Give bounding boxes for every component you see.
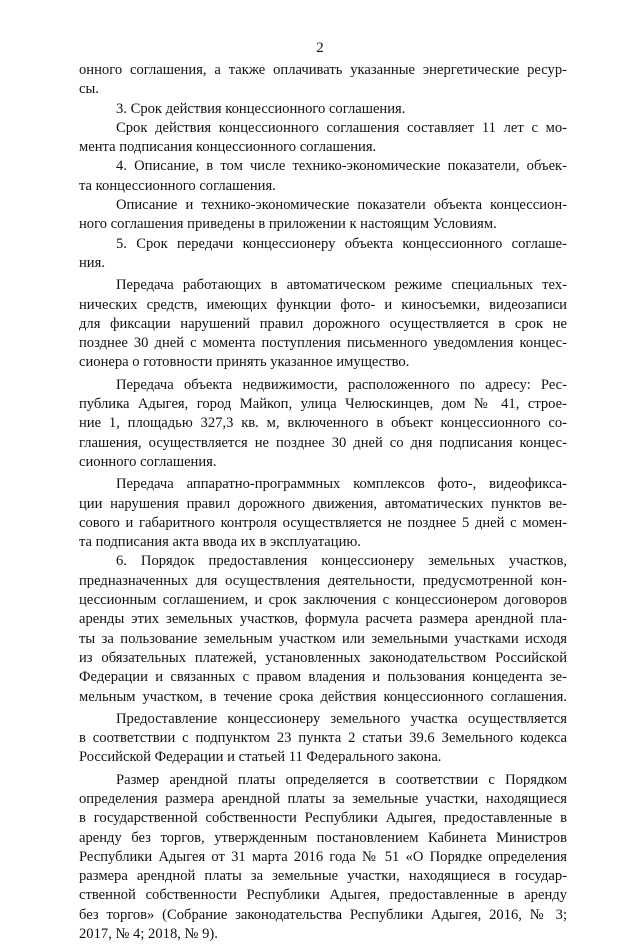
text-line: для фиксации нарушений правил дорожного осуществляется в срок не — [79, 315, 567, 332]
text-line: та подписания акта ввода их в эксплуатацию. — [79, 534, 361, 551]
text-line: аренду без торгов, утвержденным постановлением Кабинета Министров — [79, 829, 567, 846]
text-line: Размер арендной платы определяется в соответствии с Порядком — [116, 771, 567, 788]
text-line: мента подписания концессионного соглашения. — [79, 139, 377, 156]
text-line: мельным участком, в течение срока действия концессионного соглашения. — [79, 688, 567, 705]
text-line: 2017, № 4; 2018, № 9). — [79, 926, 218, 943]
text-line: ты за пользование земельным участком или земельными участками исходя — [79, 630, 567, 647]
text-line: позднее 30 дней с момента поступления письменного уведомления концес- — [79, 335, 567, 352]
text-line: Российской Федерации и статьей 11 Федерального закона. — [79, 749, 442, 766]
text-line: 6. Порядок предоставления концессионеру земельных участков, — [116, 553, 567, 570]
text-line: Федерации и связанных с правом владения и пользования концедента зе- — [79, 669, 567, 686]
text-line: сионера о готовности принять указанное имущество. — [79, 354, 410, 371]
text-line: Описание и технико-экономические показатели объекта концессион- — [116, 197, 567, 214]
text-line: 5. Срок передачи концессионеру объекта концессионного соглаше- — [116, 235, 567, 252]
text-line: Передача объекта недвижимости, расположенного по адресу: Рес- — [116, 376, 567, 393]
text-line: глашения, осуществляется не позднее 30 дней со дня подписания концес- — [79, 434, 567, 451]
text-line: нических средств, имеющих функции фото- и киносъемки, видеозаписи — [79, 296, 567, 313]
text-line: онного соглашения, а также оплачивать указанные энергетические ресур- — [79, 62, 567, 78]
text-line: Республики Адыгея от 31 марта 2016 года № 51 «О Порядке определения — [79, 848, 567, 865]
text-line: определения размера арендной платы за земельные участки, находящиеся — [79, 790, 567, 807]
text-line: сионного соглашения. — [79, 453, 217, 470]
text-line: в соответствии с подпунктом 23 пункта 2 статьи 39.6 Земельного кодекса — [79, 730, 567, 747]
text-line: Срок действия концессионного соглашения составляет 11 лет с мо- — [116, 119, 567, 136]
text-line: сового и габаритного контроля осуществляется не позднее 5 дней с момен- — [79, 514, 567, 531]
document-body — [79, 61, 567, 944]
page-number: 2 — [316, 40, 324, 56]
text-line: размера арендной платы за земельные участки, находящиеся в государ- — [79, 868, 567, 885]
text-line: из обязательных платежей, установленных законодательством Российской — [79, 649, 567, 666]
text-line: аренды этих земельных участков, формула расчета размера арендной пла- — [79, 611, 567, 628]
text-line: ственной собственности Республики Адыгея, предоставленные в аренду — [79, 887, 567, 904]
text-line: Передача аппаратно-программных комплексов фото-, видеофикса- — [116, 476, 567, 493]
text-line: Передача работающих в автоматическом режиме специальных тех- — [116, 277, 567, 294]
text-line: без торгов» (Собрание законодательства Республики Адыгея, 2016, № 3; — [79, 906, 567, 923]
text-line: предназначенных для осуществления деятельности, предусмотренной кон- — [79, 572, 567, 589]
text-line: ния. — [79, 254, 105, 271]
text-line: ции нарушения правил дорожного движения, автоматических пунктов ве- — [79, 495, 567, 512]
text-line: 3. Срок действия концессионного соглашения. — [116, 100, 406, 117]
text-line: Предоставление концессионеру земельного участка осуществляется — [116, 710, 567, 727]
text-line: публика Адыгея, город Майкоп, улица Челюскинцев, дом № 41, строе- — [79, 396, 567, 413]
text-line: 4. Описание, в том числе технико-экономические показатели, объек- — [116, 158, 567, 175]
text-line: в государственной собственности Республики Адыгея, предоставленные в — [79, 810, 567, 827]
text-line: цессионным соглашением, и срок заключения с концессионером договоров — [79, 592, 567, 609]
text-line: та концессионного соглашения. — [79, 177, 276, 194]
text-line: ного соглашения приведены в приложении к настоящим Условиям. — [79, 216, 497, 233]
text-line: сы. — [79, 81, 99, 98]
text-line: ние 1, площадью 327,3 кв. м, включенного в объект концессионного со- — [79, 415, 567, 432]
